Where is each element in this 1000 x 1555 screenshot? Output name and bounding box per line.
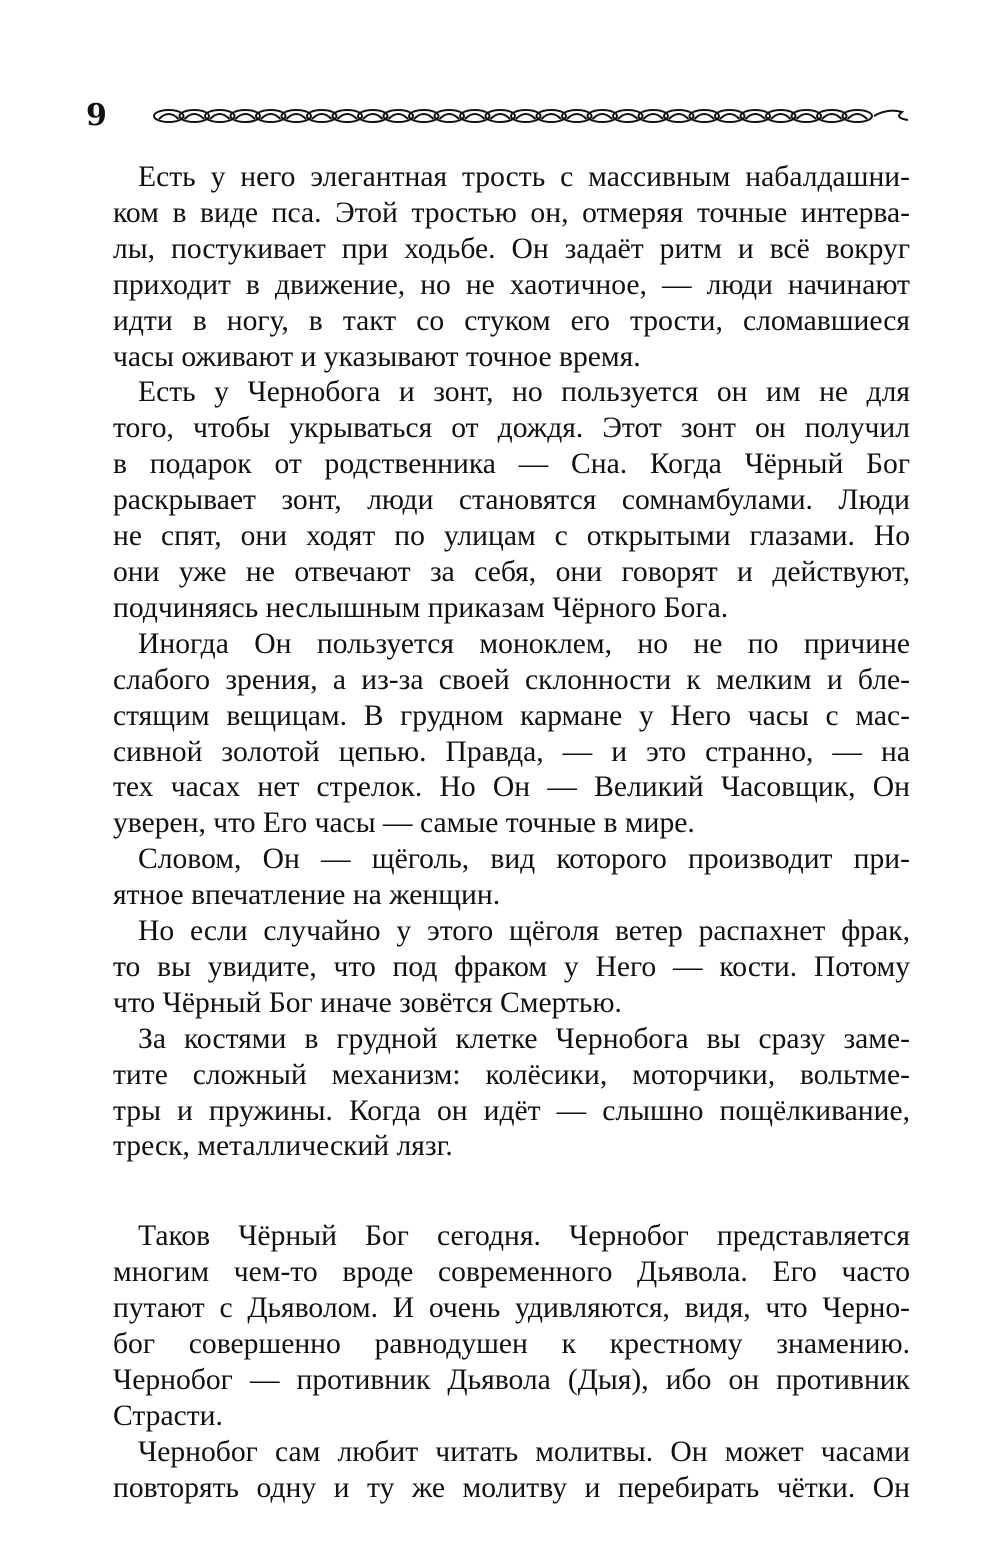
- text-line: в подарок от родственника — Сна. Когда Чёрный Бог: [113, 448, 910, 481]
- text-line: уверен, что Его часы — самые точные в мире.: [113, 807, 695, 840]
- paragraph: [88, 1219, 910, 1434]
- text-line: тите сложный механизм: колёсики, моторчики, вольтме-: [113, 1058, 910, 1091]
- text-line: треск, металлический лязг.: [113, 1130, 453, 1163]
- paragraph: [88, 1022, 910, 1166]
- braided-ornament-icon: [152, 106, 910, 126]
- text-line: Чернобог — противник Дьявола (Дыя), ибо он противник: [113, 1364, 910, 1396]
- paragraph: [88, 1435, 910, 1507]
- text-line: идти в ногу, в такт со стуком его трости, сломавшиеся: [113, 304, 910, 337]
- text-line: подчиняясь неслышным приказам Чёрного Бога.: [113, 591, 729, 624]
- text-line: ятное впечатление на женщин.: [113, 879, 501, 912]
- text-line: они уже не отвечают за себя, они говорят и действуют,: [113, 555, 910, 588]
- text-line: Чернобог сам любит читать молитвы. Он может часами: [138, 1435, 910, 1468]
- text-line: тры и пружины. Когда он идёт — слышно пощёлкивание,: [113, 1094, 910, 1127]
- text-line: Но если случайно у этого щёголя ветер распахнет фрак,: [138, 915, 910, 948]
- text-line: не спят, они ходят по улицам с открытыми глазами. Но: [113, 520, 910, 553]
- text-line: лы, постукивает при ходьбе. Он задаёт ритм и всё вокруг: [113, 232, 910, 265]
- text-line: того, чтобы укрываться от дождя. Этот зонт он получил: [113, 412, 910, 445]
- text-line: раскрывает зонт, люди становятся сомнамбулами. Люди: [113, 484, 910, 517]
- text-line: стящим вещицам. В грудном кармане у Него часы с мас-: [113, 699, 910, 732]
- text-line: тех часах нет стрелок. Но Он — Великий Часовщик, Он: [113, 771, 910, 804]
- text-line: повторять одну и ту же молитву и перебирать чётки. Он: [113, 1471, 910, 1504]
- paragraph: [88, 914, 910, 1022]
- page-number: 9: [86, 98, 107, 133]
- body-text: [88, 160, 910, 1507]
- text-line: За костями в грудной клетке Чернобога вы сразу заме-: [138, 1022, 910, 1055]
- paragraph: [88, 375, 910, 626]
- page-header: [86, 96, 916, 136]
- text-line: Словом, Он — щёголь, вид которого производит при-: [138, 843, 910, 876]
- text-line: многим чем-то вроде современного Дьявола. Его часто: [113, 1256, 910, 1289]
- text-line: бог совершенно равнодушен к крестному знамению.: [113, 1328, 910, 1361]
- text-line: слабого зрения, а из-за своей склонности к мелким и бле-: [113, 663, 910, 696]
- text-line: то вы увидите, что под фраком у Него — кости. Потому: [113, 950, 910, 983]
- text-line: ком в виде пса. Этой тростью он, отмеряя точные интерва-: [113, 196, 910, 229]
- text-line: путают с Дьяволом. И очень удивляются, видя, что Черно-: [113, 1292, 910, 1325]
- paragraph: [88, 160, 910, 375]
- text-line: Страсти.: [113, 1399, 223, 1432]
- text-line: приходит в движение, но не хаотичное, — люди начинают: [113, 268, 910, 301]
- text-line: Таков Чёрный Бог сегодня. Чернобог представляется: [138, 1220, 910, 1253]
- paragraph: [88, 842, 910, 914]
- text-line: Есть у Чернобога и зонт, но пользуется он им не для: [138, 376, 910, 409]
- text-line: Есть у него элегантная трость с массивным набалдашни-: [138, 161, 910, 193]
- text-line: сивной золотой цепью. Правда, — и это странно, — на: [113, 735, 910, 768]
- text-line: часы оживают и указывают точное время.: [113, 340, 641, 373]
- text-line: Иногда Он пользуется моноклем, но не по причине: [138, 627, 910, 660]
- paragraph: [88, 627, 910, 842]
- text-line: что Чёрный Бог иначе зовётся Смертью.: [113, 986, 622, 1019]
